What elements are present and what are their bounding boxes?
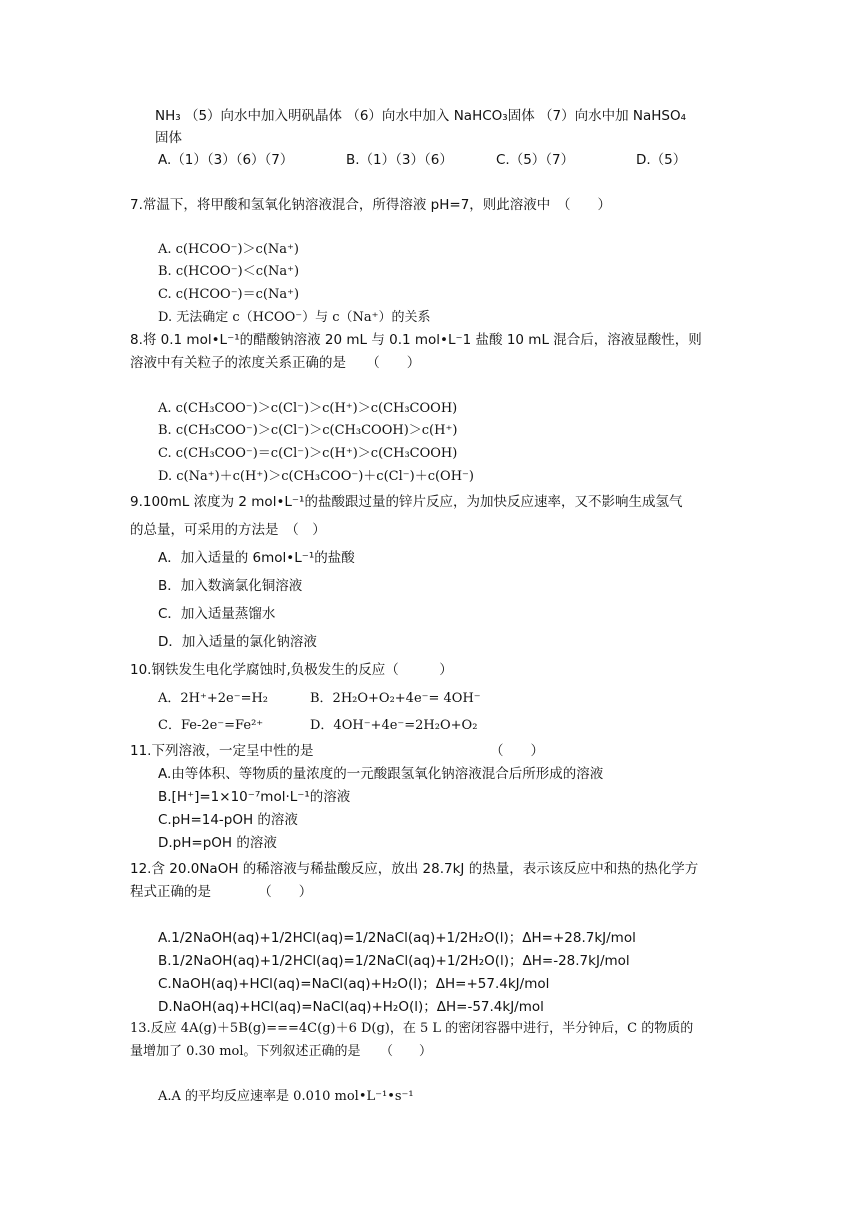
q11-option-d: D.pH=pOH 的溶液 (158, 835, 277, 851)
q6-line-2: 固体 (155, 130, 182, 146)
q13-line-1: 13.反应 4A(g)＋5B(g)===4C(g)＋6 D(g)，在 5 L 的密闭容器中进行，半分钟后，C 的物质的 (130, 1021, 694, 1036)
q11-stem: 11.下列溶液，一定呈中性的是 (130, 743, 314, 759)
q7-stem: 7.常温下，将甲酸和氢氧化钠溶液混合，所得溶液 pH=7，则此溶液中 （ ） (130, 197, 612, 213)
q9-option-b: B．加入数滴氯化铜溶液 (158, 578, 303, 594)
q10-stem: 10.钢铁发生电化学腐蚀时,负极发生的反应（ ） (130, 662, 453, 678)
q12-option-c: C.NaOH(aq)+HCl(aq)=NaCl(aq)+H₂O(l)；ΔH=+57.4kJ/mol (158, 976, 550, 992)
q8-line-1: 8.将 0.1 mol•L⁻¹的醋酸钠溶液 20 mL 与 0.1 mol•L⁻1 盐酸 10 mL 混合后，溶液显酸性，则 (130, 332, 702, 348)
q10-option-b: B．2H₂O+O₂+4e⁻= 4OH⁻ (310, 691, 481, 706)
q12-option-d: D.NaOH(aq)+HCl(aq)=NaCl(aq)+H₂O(l)；ΔH=-57.4kJ/mol (158, 999, 544, 1015)
q11-answer-paren: （ ） (490, 743, 544, 759)
q6-option-c: C.（5）（7） (496, 152, 575, 168)
q9-option-d: D．加入适量的氯化钠溶液 (158, 634, 317, 650)
q10-option-a: A．2H⁺+2e⁻=H₂ (158, 691, 269, 706)
q11-option-a: A.由等体积、等物质的量浓度的一元酸跟氢氧化钠溶液混合后所形成的溶液 (158, 766, 604, 782)
q11-option-c: C.pH=14-pOH 的溶液 (158, 812, 298, 828)
q8-option-d: D. c(Na⁺)＋c(H⁺)＞c(CH₃COO⁻)＋c(Cl⁻)＋c(OH⁻) (158, 469, 474, 484)
q9-option-a: A．加入适量的 6mol•L⁻¹的盐酸 (158, 550, 355, 566)
q11-option-b: B.[H⁺]=1×10⁻⁷mol·L⁻¹的溶液 (158, 789, 351, 805)
q10-option-d: D．4OH⁻+4e⁻=2H₂O+O₂ (310, 718, 478, 733)
q6-option-b: B.（1）（3）（6） (346, 152, 453, 168)
q7-option-d: D. 无法确定 c（HCOO⁻）与 c（Na⁺）的关系 (158, 310, 431, 325)
q9-option-c: C．加入适量蒸馏水 (158, 606, 276, 622)
q10-option-c: C．Fe-2e⁻=Fe²⁺ (158, 718, 264, 733)
q6-line-1: NH₃ （5）向水中加入明矾晶体 （6）向水中加入 NaHCO₃固体 （7）向水中加 NaHSO₄ (155, 108, 687, 124)
q8-option-c: C. c(CH₃COO⁻)＝c(Cl⁻)＞c(H⁺)＞c(CH₃COOH) (158, 446, 458, 461)
q12-option-a: A.1/2NaOH(aq)+1/2HCl(aq)=1/2NaCl(aq)+1/2H₂O(l)；ΔH=+28.7kJ/mol (158, 930, 636, 946)
q7-option-b: B. c(HCOO⁻)＜c(Na⁺) (158, 264, 300, 279)
q9-line-1: 9.100mL 浓度为 2 mol•L⁻¹的盐酸跟过量的锌片反应，为加快反应速率，又不影响生成氢气 (130, 494, 683, 510)
q8-line-2: 溶液中有关粒子的浓度关系正确的是 （ ） (130, 355, 421, 371)
q8-option-a: A. c(CH₃COO⁻)＞c(Cl⁻)＞c(H⁺)＞c(CH₃COOH) (158, 401, 458, 416)
q12-line-1: 12.含 20.0NaOH 的稀溶液与稀盐酸反应，放出 28.7kJ 的热量，表示该反应中和热的热化学方 (130, 861, 699, 877)
q12-line-2: 程式正确的是 （ ） (130, 884, 313, 900)
q12-option-b: B.1/2NaOH(aq)+1/2HCl(aq)=1/2NaCl(aq)+1/2H₂O(l)；ΔH=-28.7kJ/mol (158, 953, 630, 969)
q7-option-a: A. c(HCOO⁻)＞c(Na⁺) (158, 242, 299, 257)
q8-option-b: B. c(CH₃COO⁻)＞c(Cl⁻)＞c(CH₃COOH)＞c(H⁺) (158, 423, 458, 438)
q13-option-a: A.A 的平均反应速率是 0.010 mol•L⁻¹•s⁻¹ (158, 1089, 414, 1104)
q13-line-2: 量增加了 0.30 mol。下列叙述正确的是 （ ） (130, 1044, 433, 1059)
q6-option-d: D.（5） (636, 152, 687, 168)
q7-option-c: C. c(HCOO⁻)＝c(Na⁺) (158, 287, 300, 302)
q6-option-a: A.（1）（3）（6）（7） (158, 152, 294, 168)
q9-line-2: 的总量，可采用的方法是 （ ） (130, 522, 326, 538)
